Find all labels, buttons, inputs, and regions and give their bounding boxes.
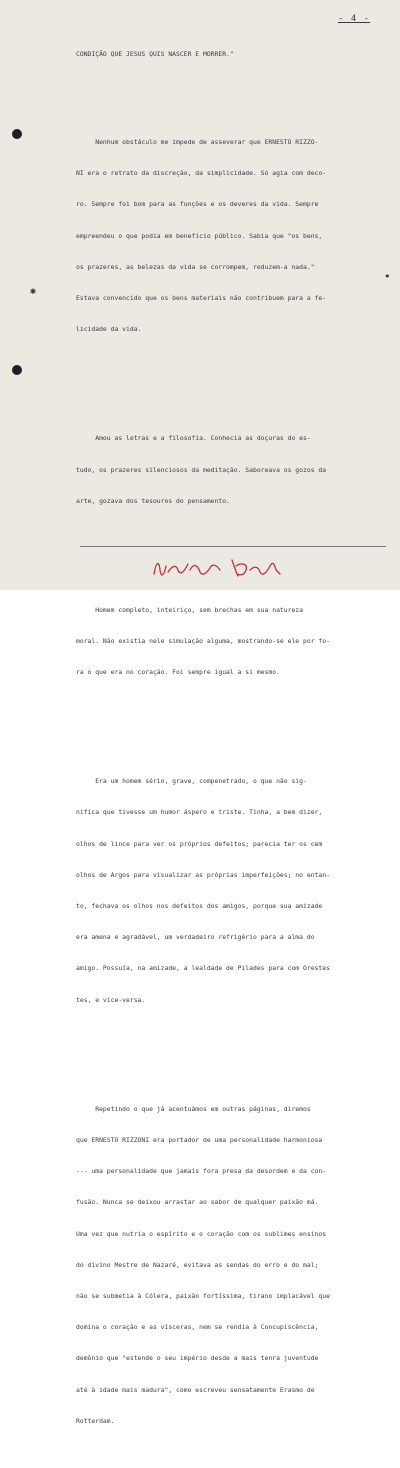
text-line: do divino Mestre de Nazaré, evitava as sendas do erro e do mal;	[76, 1260, 319, 1269]
text-line: Rotterdam.	[76, 1416, 115, 1425]
text-line: Era um homem sério, grave, compenetrado, o que não sig-	[76, 777, 307, 786]
paragraph-2	[76, 413, 392, 527]
text-line: demônio que "estende o seu império desde a mais tenra juventude	[76, 1354, 319, 1363]
text-line: empreendeu o que podia em benefício público. Sabia que "os bens,	[76, 231, 323, 240]
text-line: ra o que era no coração. Foi sempre igual a si mesmo.	[76, 668, 280, 677]
punch-hole-bottom	[12, 365, 22, 375]
page-number: - 4 -	[338, 14, 371, 24]
typed-text	[76, 28, 392, 1468]
paragraph-4	[76, 755, 392, 1025]
text-line: nifica que tivesse um humor áspero e triste. Tinha, a bem dizer,	[76, 808, 323, 817]
text-line: NI era o retrato da discreção, da simplicidade. Só agia com deco-	[76, 169, 327, 178]
text-line: to, fechava os olhos nos defeitos dos amigos, porque sua amizade	[76, 902, 323, 911]
margin-mark-right: •	[384, 270, 391, 283]
text-line: era amena e agradável, um verdadeiro refrigério para a alma do	[76, 933, 315, 942]
text-line: domina o coração e as vísceras, nem se rendia à Concupiscência,	[76, 1323, 319, 1332]
text-line: fusão. Nunca se deixou arrastar ao sabor de qualquer paixão má.	[76, 1198, 319, 1207]
text-line: Nenhum obstáculo me impede de asseverar que ERNESTO RIZZO-	[76, 138, 319, 147]
text-line: olhos de Argos para visualizar as próprias imperfeições; no entan-	[76, 870, 330, 879]
paragraph-3	[76, 584, 392, 698]
text-line: Repetindo o que já acentuámos em outras páginas, diremos	[76, 1104, 311, 1113]
text-line: Homem completo, inteiriço, sem brechas em sua natureza	[76, 605, 304, 614]
heading-line: CONDIÇÃO QUE JESUS QUIS NASCER E MORRER."	[76, 49, 234, 58]
text-line: --- uma personalidade que jamais fora presa da desordem e da con-	[76, 1167, 327, 1176]
text-line: licidade da vida.	[76, 325, 142, 334]
text-line: moral. Não existia nele simulação alguma, mostrando-se ele por fo-	[76, 636, 330, 645]
handwritten-signature	[150, 552, 310, 582]
paragraph-1	[76, 116, 392, 355]
text-line: Estava convencido que os bens materiais não contribuem para a fe-	[76, 294, 327, 303]
paragraph-5	[76, 1083, 392, 1447]
text-line: olhos de lince para ver os próprios defeitos; parecia ter os cem	[76, 839, 323, 848]
text-line: Uma vez que nutria o espírito e o coração com os sublimes ensinos	[76, 1229, 327, 1238]
text-line: tes, e vice-versa.	[76, 995, 146, 1004]
text-line: não se submetia à Cólera, paixão fortíssima, tirano implacável que	[76, 1291, 330, 1300]
text-line: os prazeres, as belezas da vida se corrompem, reduzem-a nada."	[76, 262, 315, 271]
text-line: tudo, os prazeres silenciosos da meditação. Saboreava os gozos da	[76, 465, 327, 474]
punch-hole-top	[12, 129, 22, 139]
text-line: amigo. Possuía, na amizade, a lealdade de Pilades para com Orestes	[76, 964, 330, 973]
signature-rule	[80, 546, 386, 547]
text-line: Amou as letras e a filosofia. Conhecia as doçuras do es-	[76, 434, 311, 443]
text-line: até à idade mais madura", como escreveu sensatamente Erasmo de	[76, 1385, 315, 1394]
text-line: arte, gozava dos tesouros do pensamento.	[76, 496, 230, 505]
text-line: ro. Sempre foi bom para as funções e os deveres da vida. Sempre	[76, 200, 319, 209]
margin-mark-left: ✱	[30, 286, 37, 297]
text-line: que ERNESTO RIZZONI era portador de uma personalidade harmoniosa	[76, 1135, 323, 1144]
